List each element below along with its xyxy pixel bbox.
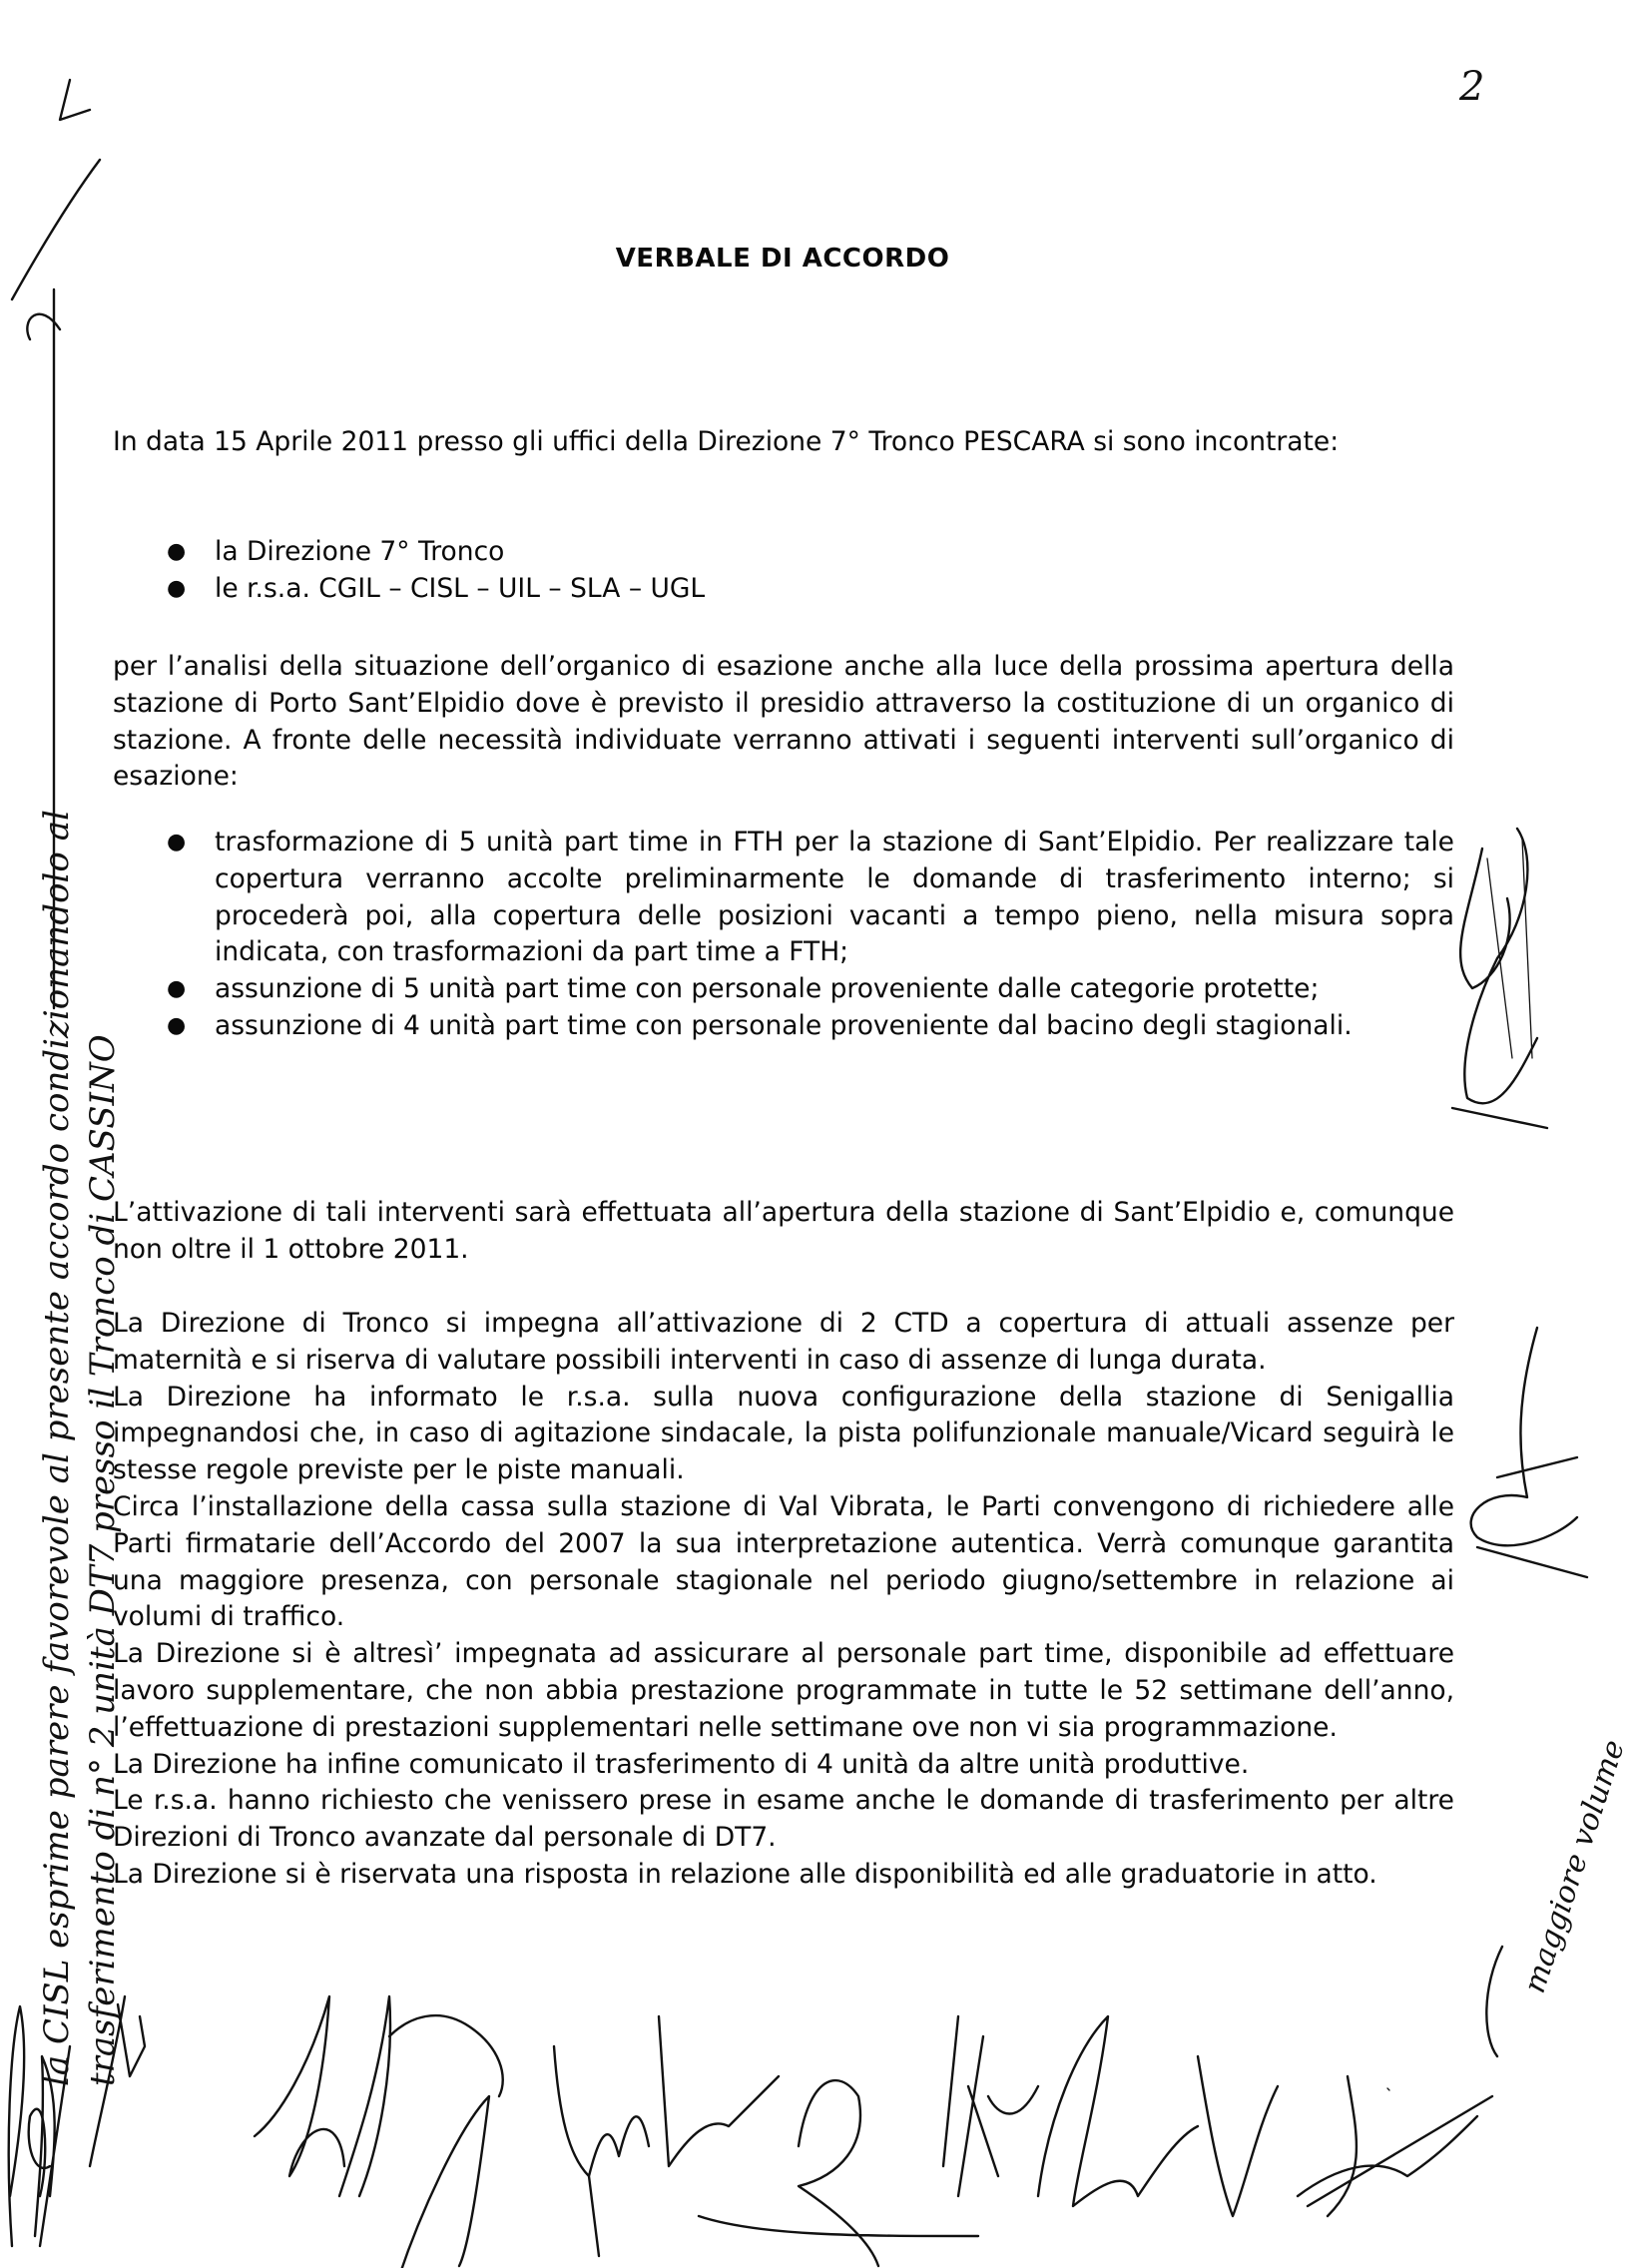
party-text: le r.s.a. CGIL – CISL – UIL – SLA – UGL	[215, 572, 706, 604]
intervention-text: trasformazione di 5 unità part time in FTH per la stazione di Sant’Elpidio. Per realizzare tale copertura verranno accolte preliminarmente le domande di trasferimento interno; si procederà poi, alla copertura delle posizioni vacanti a tempo pieno, nella misura sopra indicata, con trasformazioni da part time a FTH;	[215, 827, 1454, 968]
party-item	[113, 571, 1454, 608]
right-signature-1	[1452, 829, 1547, 1128]
purpose-paragraph	[113, 649, 1454, 796]
intro-paragraph	[113, 424, 1454, 461]
bottom-signature-5	[389, 2015, 503, 2268]
margin-note-line-2: trasferimento di n° 2 unità DT7 presso il Tronco di CASSINO	[83, 1034, 123, 2086]
intro-text: In data 15 Aprile 2011 presso gli uffici della Direzione 7° Tronco PESCARA si sono incontrate:	[113, 426, 1340, 457]
intervention-item	[113, 971, 1454, 1008]
intervention-item	[113, 825, 1454, 971]
bullet-icon: ●	[167, 575, 187, 601]
bullet-icon: ●	[167, 830, 187, 854]
paragraph-reply: La Direzione si è riservata una risposta in relazione alle disponibilità ed alle graduatorie in atto.	[113, 1858, 1377, 1890]
document-title: VERBALE DI ACCORDO	[615, 244, 950, 274]
bottom-signature-10	[1298, 2076, 1492, 2216]
bullet-icon: ●	[167, 976, 187, 1002]
bottom-signature-7	[699, 2080, 978, 2266]
activation-text: L’attivazione di tali interventi sarà effettuata all’apertura della stazione di Sant’Elpidio e, comunque non oltre il 1 ottobre 2011.	[113, 1197, 1454, 1265]
party-item	[113, 534, 1454, 571]
party-text: la Direzione 7° Tronco	[215, 536, 505, 567]
parties-list	[113, 534, 1454, 608]
paragraph-val-vibrata: Circa l’installazione della cassa sulla stazione di Val Vibrata, le Parti convengono di richiedere alle Parti firmatarie dell’Accordo del 2007 la sua interpretazione autentica. Verrà comunque garantita una maggiore presenza, con personale stagionale nel periodo giugno/settembre in relazione ai volumi di traffico.	[113, 1490, 1454, 1633]
right-signature-2	[1471, 1328, 1587, 1577]
bottom-signature-8	[943, 2016, 1038, 2196]
bottom-signature-9	[1038, 2016, 1278, 2216]
intervention-text: assunzione di 4 unità part time con personale proveniente dal bacino degli stagionali.	[215, 1009, 1353, 1041]
handwritten-margin-note	[34, 130, 126, 2086]
interventions-list	[113, 825, 1454, 1045]
body-paragraphs	[113, 1306, 1454, 1894]
paragraph-ctd: La Direzione di Tronco si impegna all’attivazione di 2 CTD a copertura di attuali assenze per maternità e si riserva di valutare possibili interventi in caso di assenze di lunga durata.	[113, 1308, 1454, 1376]
bullet-icon: ●	[167, 1012, 187, 1038]
handwritten-page-number: 2	[1459, 64, 1485, 110]
bottom-signature-6	[554, 2016, 779, 2256]
stray-mark	[1387, 2088, 1389, 2090]
margin-note-line-1: la CISL esprime parere favorevole al presente accordo condizionandolo al	[37, 810, 77, 2086]
bottom-signature-4	[255, 1996, 390, 2196]
activation-paragraph	[113, 1195, 1454, 1269]
purpose-text: per l’analisi della situazione dell’organico di esazione anche alla luce della prossima apertura della stazione di Porto Sant’Elpidio dove è previsto il presidio attraverso la costituzione di un organico di stazione. A fronte delle necessità individuate verranno attivati i seguenti interventi sull’organico di esazione:	[113, 651, 1454, 793]
paragraph-rsa-request: Le r.s.a. hanno richiesto che venissero prese in esame anche le domande di trasferimento per altre Direzioni di Tronco avanzate dal personale di DT7.	[113, 1785, 1454, 1854]
paragraph-transfer: La Direzione ha infine comunicato il trasferimento di 4 unità da altre unità produttive.	[113, 1748, 1250, 1780]
handwritten-right-note: maggiore volume	[1517, 1735, 1632, 1997]
paragraph-senigallia: La Direzione ha informato le r.s.a. sulla nuova configurazione della stazione di Senigallia impegnandosi che, in caso di agitazione sindacale, la pista polifunzionale manuale/Vicard seguirà le stesse regole previste per le piste manuali.	[113, 1381, 1454, 1486]
paragraph-part-time: La Direzione si è altresì’ impegnata ad assicurare al personale part time, disponibile ad effettuare lavoro supplementare, che non abbia prestazione programmate in tutte le 52 settimane dell’anno, l’effettuazione di prestazioni supplementari nelle settimane ove non vi sia programmazione.	[113, 1638, 1454, 1743]
right-bracket	[1486, 1947, 1502, 2056]
bullet-icon: ●	[167, 539, 187, 564]
intervention-text: assunzione di 5 unità part time con personale proveniente dalle categorie protette;	[215, 973, 1320, 1005]
intervention-item	[113, 1008, 1454, 1045]
